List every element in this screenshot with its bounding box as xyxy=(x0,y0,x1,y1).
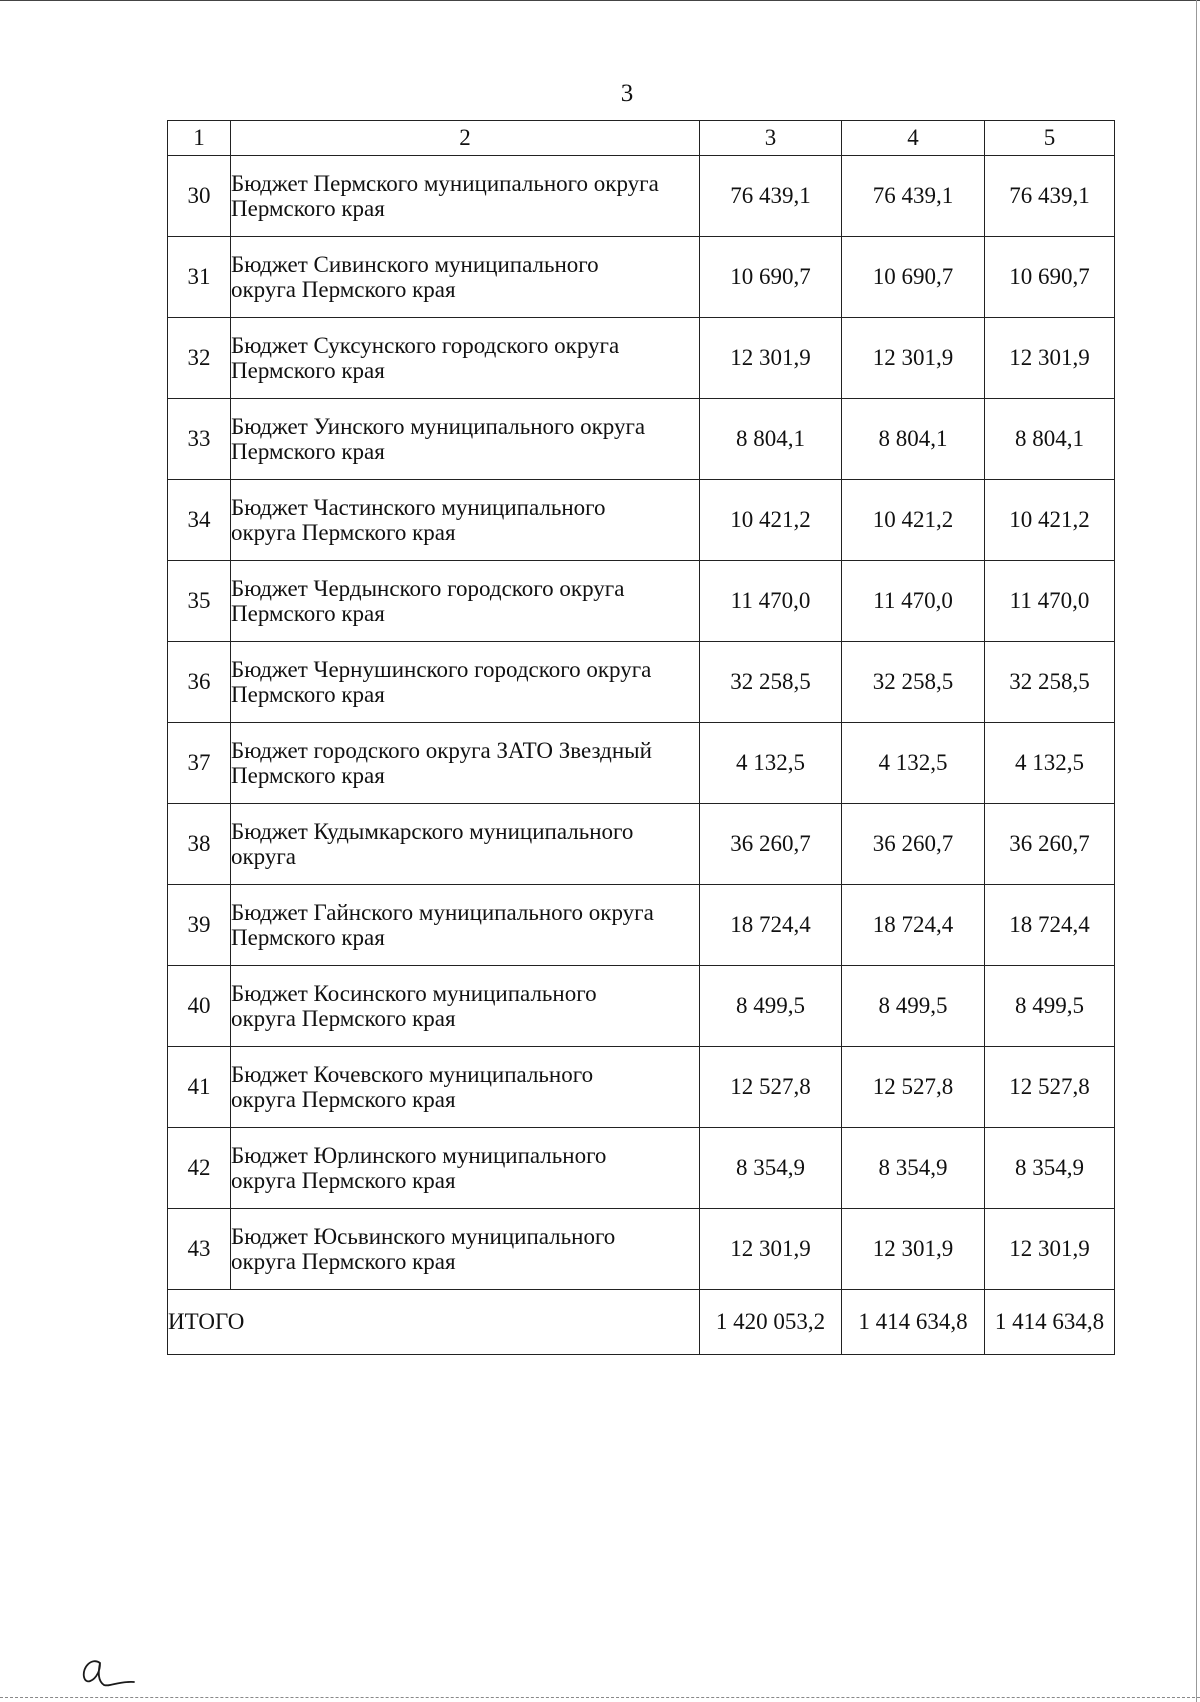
value-col5-cell: 12 301,9 xyxy=(985,318,1115,399)
value-col4-cell: 4 132,5 xyxy=(842,723,985,804)
value-col3-cell: 10 690,7 xyxy=(700,237,842,318)
budget-name-line-2: округа Пермского края xyxy=(231,1006,456,1031)
budget-name-line-2: округа Пермского края xyxy=(231,520,456,545)
value-col4-cell: 18 724,4 xyxy=(842,885,985,966)
value-col3-cell: 4 132,5 xyxy=(700,723,842,804)
budget-name-line-1: Бюджет Чердынского городского округа xyxy=(231,576,625,601)
header-cell-2: 2 xyxy=(231,121,700,156)
budget-name-line-1: Бюджет Пермского муниципального округа xyxy=(231,171,659,196)
budget-name-cell xyxy=(231,1209,700,1290)
row-number-cell: 38 xyxy=(168,804,231,885)
row-number-cell: 31 xyxy=(168,237,231,318)
budget-name-cell xyxy=(231,885,700,966)
table-row xyxy=(168,723,1115,804)
value-col3-cell: 12 301,9 xyxy=(700,318,842,399)
scan-right-edge xyxy=(1196,0,1197,1702)
page-number: 3 xyxy=(620,80,634,107)
budget-name-line-1: Бюджет Сивинского муниципального xyxy=(231,252,599,277)
row-number-cell: 41 xyxy=(168,1047,231,1128)
table-row xyxy=(168,561,1115,642)
total-v5-cell: 1 414 634,8 xyxy=(985,1290,1115,1355)
row-number-cell: 35 xyxy=(168,561,231,642)
budget-name-line-1: Бюджет городского округа ЗАТО Звездный xyxy=(231,738,652,763)
value-col5-cell: 8 804,1 xyxy=(985,399,1115,480)
budget-name-cell xyxy=(231,318,700,399)
budget-name-line-2: округа Пермского края xyxy=(231,1087,456,1112)
value-col5-cell: 8 499,5 xyxy=(985,966,1115,1047)
value-col4-cell: 36 260,7 xyxy=(842,804,985,885)
budget-name-line-2: Пермского края xyxy=(231,439,385,464)
value-col5-cell: 12 301,9 xyxy=(985,1209,1115,1290)
value-col4-cell: 32 258,5 xyxy=(842,642,985,723)
budget-name-cell xyxy=(231,480,700,561)
table-row xyxy=(168,156,1115,237)
value-col5-cell: 18 724,4 xyxy=(985,885,1115,966)
scan-bottom-edge xyxy=(0,1697,1200,1698)
value-col3-cell: 8 354,9 xyxy=(700,1128,842,1209)
budget-name-line-1: Бюджет Гайнского муниципального округа xyxy=(231,900,654,925)
row-number-cell: 40 xyxy=(168,966,231,1047)
table-row xyxy=(168,804,1115,885)
row-number-cell: 37 xyxy=(168,723,231,804)
budget-name-line-2: Пермского края xyxy=(231,763,385,788)
value-col4-cell: 11 470,0 xyxy=(842,561,985,642)
signature-mark xyxy=(78,1655,138,1689)
header-cell-1: 1 xyxy=(168,121,231,156)
budget-name-cell xyxy=(231,804,700,885)
budget-name-cell xyxy=(231,156,700,237)
budget-table xyxy=(167,120,1115,1355)
budget-name-line-2: округа Пермского края xyxy=(231,277,456,302)
budget-name-cell xyxy=(231,642,700,723)
header-cell-5: 5 xyxy=(985,121,1115,156)
table-row xyxy=(168,966,1115,1047)
budget-name-cell xyxy=(231,966,700,1047)
budget-name-cell xyxy=(231,237,700,318)
total-label: ИТОГО xyxy=(168,1290,700,1355)
value-col4-cell: 12 301,9 xyxy=(842,1209,985,1290)
budget-name-line-2: округа Пермского края xyxy=(231,1168,456,1193)
table-row xyxy=(168,237,1115,318)
table-row xyxy=(168,1047,1115,1128)
budget-name-cell xyxy=(231,399,700,480)
header-cell-4: 4 xyxy=(842,121,985,156)
value-col4-cell: 8 354,9 xyxy=(842,1128,985,1209)
budget-name-line-1: Бюджет Чернушинского городского округа xyxy=(231,657,652,682)
value-col5-cell: 10 690,7 xyxy=(985,237,1115,318)
value-col5-cell: 11 470,0 xyxy=(985,561,1115,642)
value-col4-cell: 10 690,7 xyxy=(842,237,985,318)
budget-name-line-1: Бюджет Суксунского городского округа xyxy=(231,333,620,358)
value-col5-cell: 76 439,1 xyxy=(985,156,1115,237)
row-number-cell: 30 xyxy=(168,156,231,237)
total-v4-cell: 1 414 634,8 xyxy=(842,1290,985,1355)
value-col5-cell: 12 527,8 xyxy=(985,1047,1115,1128)
row-number-cell: 33 xyxy=(168,399,231,480)
value-col3-cell: 76 439,1 xyxy=(700,156,842,237)
table-row xyxy=(168,399,1115,480)
value-col3-cell: 10 421,2 xyxy=(700,480,842,561)
row-number-cell: 42 xyxy=(168,1128,231,1209)
value-col3-cell: 32 258,5 xyxy=(700,642,842,723)
budget-name-line-1: Бюджет Косинского муниципального xyxy=(231,981,597,1006)
budget-name-line-1: Бюджет Кочевского муниципального xyxy=(231,1062,594,1087)
table-row xyxy=(168,480,1115,561)
value-col4-cell: 12 527,8 xyxy=(842,1047,985,1128)
budget-name-line-1: Бюджет Уинского муниципального округа xyxy=(231,414,646,439)
value-col3-cell: 12 527,8 xyxy=(700,1047,842,1128)
budget-name-cell xyxy=(231,1047,700,1128)
value-col5-cell: 32 258,5 xyxy=(985,642,1115,723)
row-number-cell: 36 xyxy=(168,642,231,723)
value-col4-cell: 76 439,1 xyxy=(842,156,985,237)
row-number-cell: 39 xyxy=(168,885,231,966)
value-col4-cell: 12 301,9 xyxy=(842,318,985,399)
budget-name-line-1: Бюджет Частинского муниципального xyxy=(231,495,606,520)
value-col4-cell: 8 804,1 xyxy=(842,399,985,480)
value-col4-cell: 8 499,5 xyxy=(842,966,985,1047)
value-col3-cell: 18 724,4 xyxy=(700,885,842,966)
table-row xyxy=(168,318,1115,399)
budget-name-line-2: Пермского края xyxy=(231,601,385,626)
total-row xyxy=(168,1290,1115,1355)
table-header-row xyxy=(168,121,1115,156)
budget-name-line-1: Бюджет Юрлинского муниципального xyxy=(231,1143,607,1168)
row-number-cell: 34 xyxy=(168,480,231,561)
scan-top-edge xyxy=(0,0,1200,1)
budget-name-line-2: Пермского края xyxy=(231,682,385,707)
budget-name-cell xyxy=(231,723,700,804)
value-col5-cell: 36 260,7 xyxy=(985,804,1115,885)
value-col5-cell: 8 354,9 xyxy=(985,1128,1115,1209)
total-v3-cell: 1 420 053,2 xyxy=(700,1290,842,1355)
budget-name-line-2: Пермского края xyxy=(231,358,385,383)
table-row xyxy=(168,885,1115,966)
value-col5-cell: 4 132,5 xyxy=(985,723,1115,804)
header-cell-3: 3 xyxy=(700,121,842,156)
value-col3-cell: 36 260,7 xyxy=(700,804,842,885)
budget-name-line-2: Пермского края xyxy=(231,196,385,221)
budget-name-line-2: округа Пермского края xyxy=(231,1249,456,1274)
budget-name-line-2: Пермского края xyxy=(231,925,385,950)
table-row xyxy=(168,1209,1115,1290)
budget-name-line-1: Бюджет Юсьвинского муниципального xyxy=(231,1224,616,1249)
value-col4-cell: 10 421,2 xyxy=(842,480,985,561)
table-row xyxy=(168,642,1115,723)
budget-name-line-2: округа xyxy=(231,844,297,869)
budget-name-cell xyxy=(231,561,700,642)
row-number-cell: 32 xyxy=(168,318,231,399)
row-number-cell: 43 xyxy=(168,1209,231,1290)
table-row xyxy=(168,1128,1115,1209)
budget-name-line-1: Бюджет Кудымкарского муниципального xyxy=(231,819,634,844)
budget-name-cell xyxy=(231,1128,700,1209)
value-col5-cell: 10 421,2 xyxy=(985,480,1115,561)
value-col3-cell: 8 499,5 xyxy=(700,966,842,1047)
value-col3-cell: 8 804,1 xyxy=(700,399,842,480)
value-col3-cell: 12 301,9 xyxy=(700,1209,842,1290)
value-col3-cell: 11 470,0 xyxy=(700,561,842,642)
